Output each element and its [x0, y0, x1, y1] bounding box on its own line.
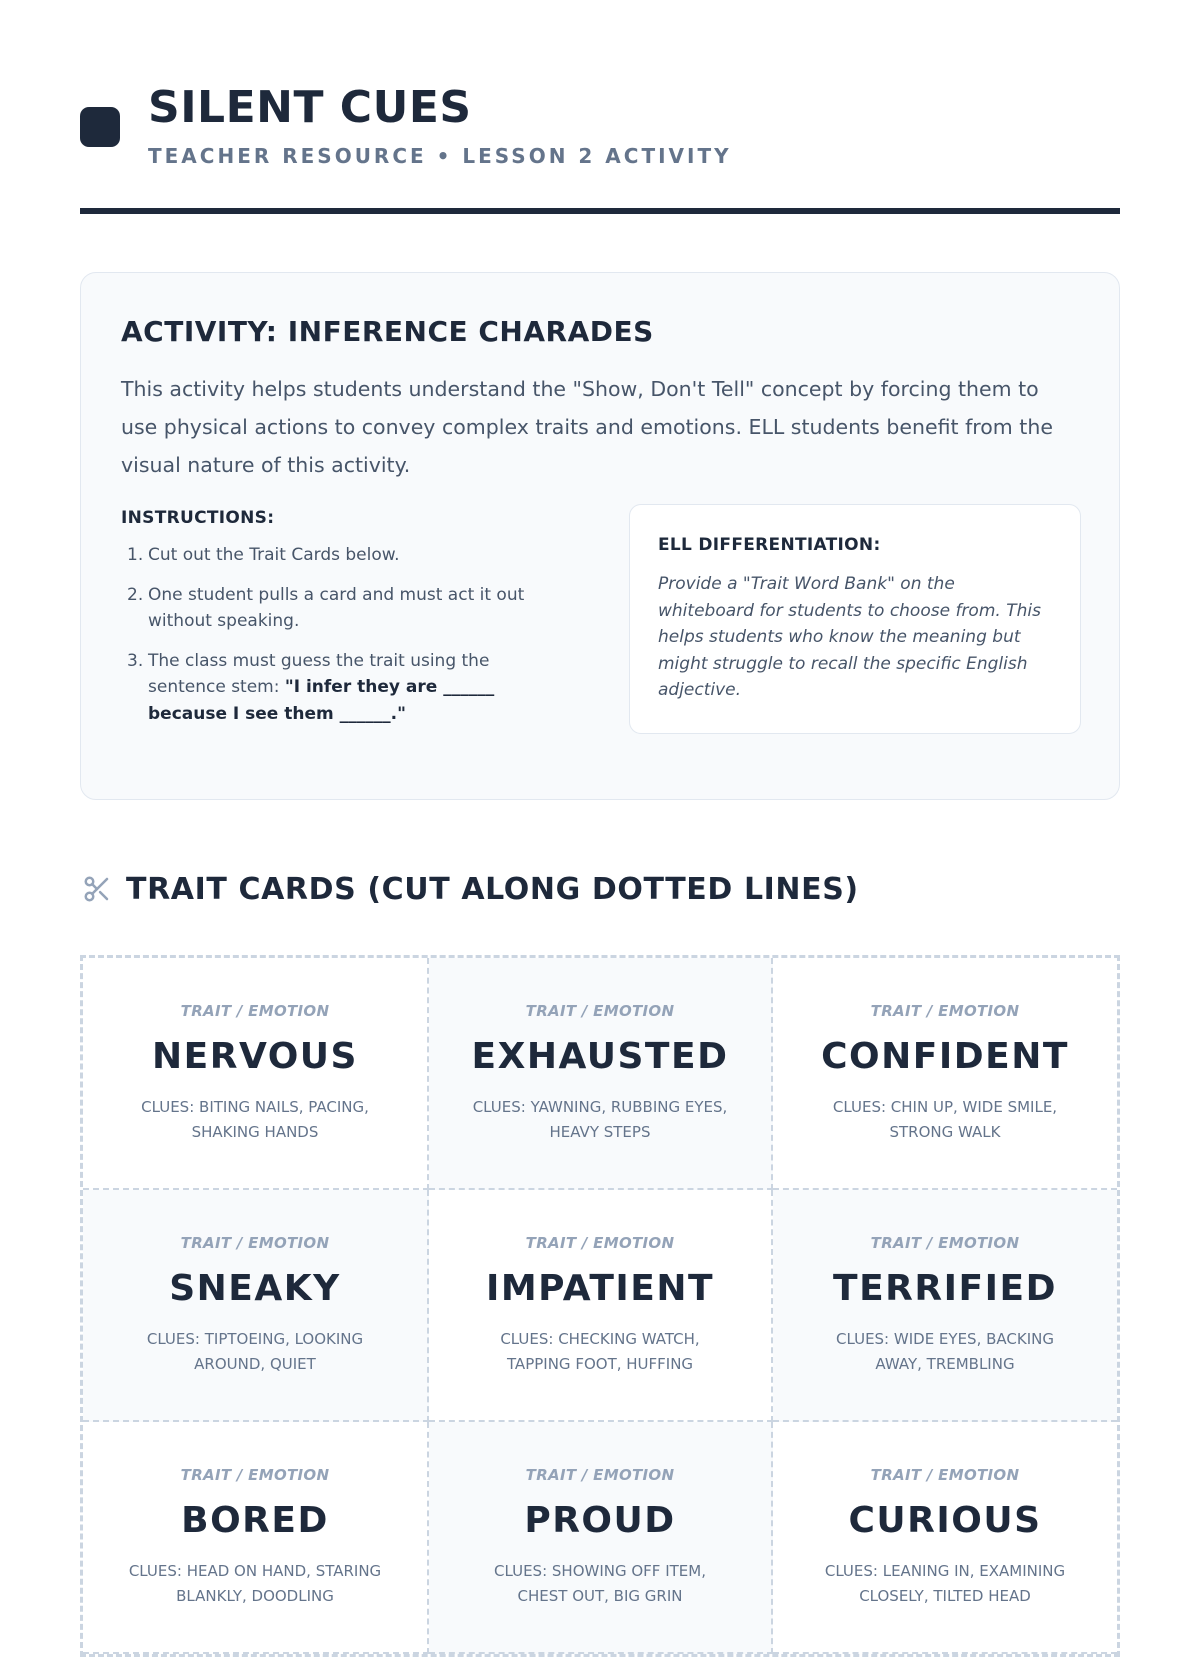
step-number: 2. [127, 584, 144, 605]
card-trait-name: TERRIFIED [833, 1268, 1057, 1309]
card-clues: CLUES: SHOWING OFF ITEM, CHEST OUT, BIG GRIN [494, 1562, 706, 1605]
card-clues: CLUES: CHIN UP, WIDE SMILE, STRONG WALK [832, 1098, 1058, 1141]
card-trait-name: BORED [181, 1500, 329, 1541]
card-tag: TRAIT / EMOTION [525, 1466, 675, 1484]
step-text: The class must guess the trait using the sentence stem: [148, 650, 490, 697]
step-number: 3. [127, 650, 144, 671]
step-text: Cut out the Trait Cards below. [148, 545, 400, 565]
card-clues: CLUES: BITING NAILS, PACING, SHAKING HANDS [141, 1098, 369, 1141]
trait-card [773, 958, 1117, 1190]
card-trait-name: IMPATIENT [485, 1268, 715, 1309]
trait-card [83, 958, 429, 1190]
ell-body: Provide a "Trait Word Bank" on the whiteboard for students to choose from. This helps students who know the meaning but might struggle to recall the specific English adjective. [658, 574, 1041, 700]
logo-mark [80, 107, 120, 147]
card-tag: TRAIT / EMOTION [870, 1234, 1020, 1252]
card-trait-name: SNEAKY [169, 1268, 341, 1309]
ell-differentiation-box [629, 504, 1081, 734]
trait-cards-title: TRAIT CARDS (CUT ALONG DOTTED LINES) [126, 872, 859, 907]
page-title: SILENT CUES [148, 82, 472, 133]
sentence-stem: "I infer they are ______ because I see them ______." [148, 677, 495, 724]
trait-card [773, 1190, 1117, 1422]
card-tag: TRAIT / EMOTION [870, 1002, 1020, 1020]
activity-panel [80, 272, 1120, 800]
card-tag: TRAIT / EMOTION [180, 1466, 330, 1484]
card-clues: CLUES: YAWNING, RUBBING EYES, HEAVY STEPS [472, 1098, 728, 1141]
scissors-icon [82, 874, 112, 904]
instruction-step [121, 542, 561, 569]
activity-title: ACTIVITY: INFERENCE CHARADES [121, 315, 654, 348]
card-clues: CLUES: TIPTOEING, LOOKING AROUND, QUIET [146, 1330, 364, 1373]
card-tag: TRAIT / EMOTION [180, 1002, 330, 1020]
card-clues: CLUES: HEAD ON HAND, STARING BLANKLY, DOODLING [128, 1562, 382, 1605]
card-tag: TRAIT / EMOTION [525, 1234, 675, 1252]
card-clues: CLUES: CHECKING WATCH, TAPPING FOOT, HUFFING [500, 1330, 700, 1373]
instruction-step [121, 582, 561, 635]
ell-heading: ELL DIFFERENTIATION: [658, 535, 881, 555]
trait-card [83, 1190, 429, 1422]
activity-description: This activity helps students understand the "Show, Don't Tell" concept by forcing them to use physical actions to convey complex traits and emotions. ELL students benefit from the visual nature of this activity. [121, 377, 1053, 477]
card-trait-name: EXHAUSTED [471, 1036, 729, 1077]
card-tag: TRAIT / EMOTION [525, 1002, 675, 1020]
card-trait-name: CURIOUS [848, 1500, 1042, 1541]
trait-card [429, 1422, 773, 1654]
step-number: 1. [127, 545, 144, 565]
instruction-step [121, 648, 561, 728]
card-trait-name: CONFIDENT [821, 1036, 1069, 1077]
trait-card [773, 1422, 1117, 1654]
instructions-heading: INSTRUCTIONS: [121, 508, 275, 528]
card-clues: CLUES: LEANING IN, EXAMINING CLOSELY, TILTED HEAD [824, 1562, 1066, 1605]
card-trait-name: PROUD [524, 1500, 676, 1541]
card-tag: TRAIT / EMOTION [870, 1466, 1020, 1484]
trait-card [429, 1190, 773, 1422]
instructions-block [121, 508, 561, 740]
trait-card [83, 1422, 429, 1654]
card-trait-name: NERVOUS [152, 1036, 358, 1077]
trait-card [429, 958, 773, 1190]
instructions-list [121, 542, 561, 727]
trait-cards-grid [80, 955, 1120, 1657]
card-clues: CLUES: WIDE EYES, BACKING AWAY, TREMBLING [836, 1330, 1054, 1373]
page-header [80, 80, 1120, 214]
page-subtitle: TEACHER RESOURCE • LESSON 2 ACTIVITY [148, 144, 732, 168]
activity-columns [121, 508, 1079, 748]
card-tag: TRAIT / EMOTION [180, 1234, 330, 1252]
step-text: One student pulls a card and must act it out without speaking. [148, 584, 525, 631]
